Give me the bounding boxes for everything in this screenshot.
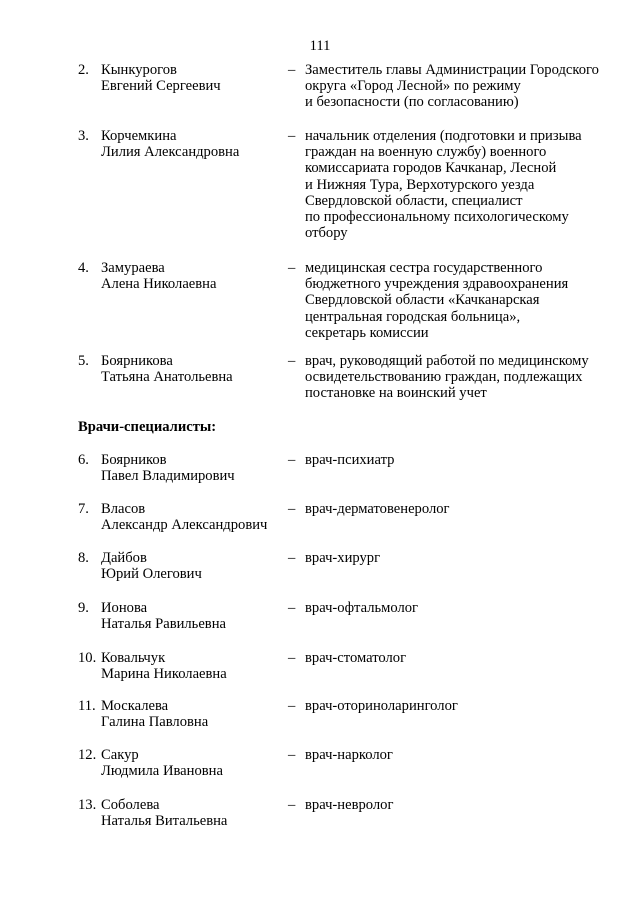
dash: – (288, 747, 296, 763)
person-name (101, 698, 281, 730)
description-line: начальник отделения (подготовки и призыва (305, 128, 582, 144)
description-line: врач-офтальмолог (305, 600, 419, 616)
position-description (305, 452, 635, 468)
description-line: и безопасности (по согласованию) (305, 94, 519, 111)
surname: Власов (101, 501, 146, 517)
position-description (305, 62, 635, 111)
person-name (101, 260, 281, 292)
section-heading: Врачи-специалисты: (78, 419, 217, 435)
description-line: врач-психиатр (305, 452, 395, 468)
position-description (305, 550, 635, 566)
entry-number: 5. (78, 353, 89, 369)
description-line: врач, руководящий работой по медицинскому (305, 353, 589, 369)
given-names: Людмила Ивановна (101, 763, 223, 780)
description-line: отбору (305, 225, 348, 242)
entry-number: 3. (78, 128, 89, 144)
dash: – (288, 128, 296, 144)
description-line: врач-оториноларинголог (305, 698, 458, 714)
person-name (101, 600, 281, 632)
person-name (101, 501, 281, 533)
entry-number: 8. (78, 550, 89, 566)
description-line: и Нижняя Тура, Верхотурского уезда (305, 176, 535, 193)
surname: Ионова (101, 600, 148, 616)
description-line: врач-хирург (305, 550, 381, 566)
surname: Москалева (101, 698, 169, 714)
person-name (101, 62, 281, 94)
entry-number: 4. (78, 260, 89, 276)
description-line: врач-нарколог (305, 747, 393, 763)
dash: – (288, 550, 296, 566)
description-line: по профессиональному психологическому (305, 209, 569, 226)
given-names: Александр Александрович (101, 517, 268, 534)
position-description (305, 650, 635, 666)
position-description (305, 600, 635, 616)
description-line: постановке на воинский учет (305, 385, 487, 402)
given-names: Алена Николаевна (101, 276, 217, 293)
given-names: Наталья Витальевна (101, 813, 228, 830)
person-name (101, 650, 281, 682)
dash: – (288, 62, 296, 78)
dash: – (288, 600, 296, 616)
position-description (305, 747, 635, 763)
description-line: врач-дерматовенеролог (305, 501, 450, 517)
position-description (305, 797, 635, 813)
given-names: Павел Владимирович (101, 468, 235, 485)
entry-number: 2. (78, 62, 89, 78)
dash: – (288, 501, 296, 517)
surname: Сакур (101, 747, 139, 763)
position-description (305, 128, 635, 241)
surname: Дайбов (101, 550, 147, 566)
person-name (101, 550, 281, 582)
given-names: Галина Павловна (101, 714, 209, 731)
dash: – (288, 353, 296, 369)
description-line: освидетельствованию граждан, подлежащих (305, 369, 583, 386)
dash: – (288, 698, 296, 714)
entry-number: 6. (78, 452, 89, 468)
entry-number: 13. (78, 797, 97, 813)
entry-number: 11. (78, 698, 96, 714)
description-line: врач-невролог (305, 797, 394, 813)
position-description (305, 698, 635, 714)
description-line: округа «Город Лесной» по режиму (305, 78, 521, 95)
surname: Корчемкина (101, 128, 177, 144)
dash: – (288, 260, 296, 276)
description-line: бюджетного учреждения здравоохранения (305, 276, 569, 293)
entry-number: 10. (78, 650, 97, 666)
person-name (101, 797, 281, 829)
dash: – (288, 797, 296, 813)
position-description (305, 353, 635, 402)
description-line: секретарь комиссии (305, 324, 429, 341)
person-name (101, 452, 281, 484)
description-line: граждан на военную службу) военного (305, 144, 547, 161)
dash: – (288, 452, 296, 468)
given-names: Наталья Равильевна (101, 616, 226, 633)
description-line: медицинская сестра государственного (305, 260, 543, 276)
position-description (305, 501, 635, 517)
surname: Соболева (101, 797, 160, 813)
description-line: врач-стоматолог (305, 650, 407, 666)
given-names: Марина Николаевна (101, 666, 227, 683)
surname: Кынкурогов (101, 62, 177, 78)
person-name (101, 353, 281, 385)
entry-number: 12. (78, 747, 97, 763)
description-line: комиссариата городов Качканар, Лесной (305, 160, 557, 177)
entry-number: 7. (78, 501, 89, 517)
dash: – (288, 650, 296, 666)
description-line: Свердловской области «Качканарская (305, 292, 540, 309)
surname: Боярникова (101, 353, 173, 369)
surname: Ковальчук (101, 650, 166, 666)
position-description (305, 260, 635, 341)
description-line: Заместитель главы Администрации Городского (305, 62, 599, 78)
page-number: 111 (309, 38, 331, 54)
given-names: Евгений Сергеевич (101, 78, 221, 95)
surname: Замураева (101, 260, 165, 276)
entry-number: 9. (78, 600, 89, 616)
surname: Боярников (101, 452, 167, 468)
person-name (101, 747, 281, 779)
person-name (101, 128, 281, 160)
description-line: центральная городская больница», (305, 308, 521, 325)
given-names: Лилия Александровна (101, 144, 240, 161)
given-names: Татьяна Анатольевна (101, 369, 233, 386)
given-names: Юрий Олегович (101, 566, 202, 583)
description-line: Свердловской области, специалист (305, 192, 523, 209)
